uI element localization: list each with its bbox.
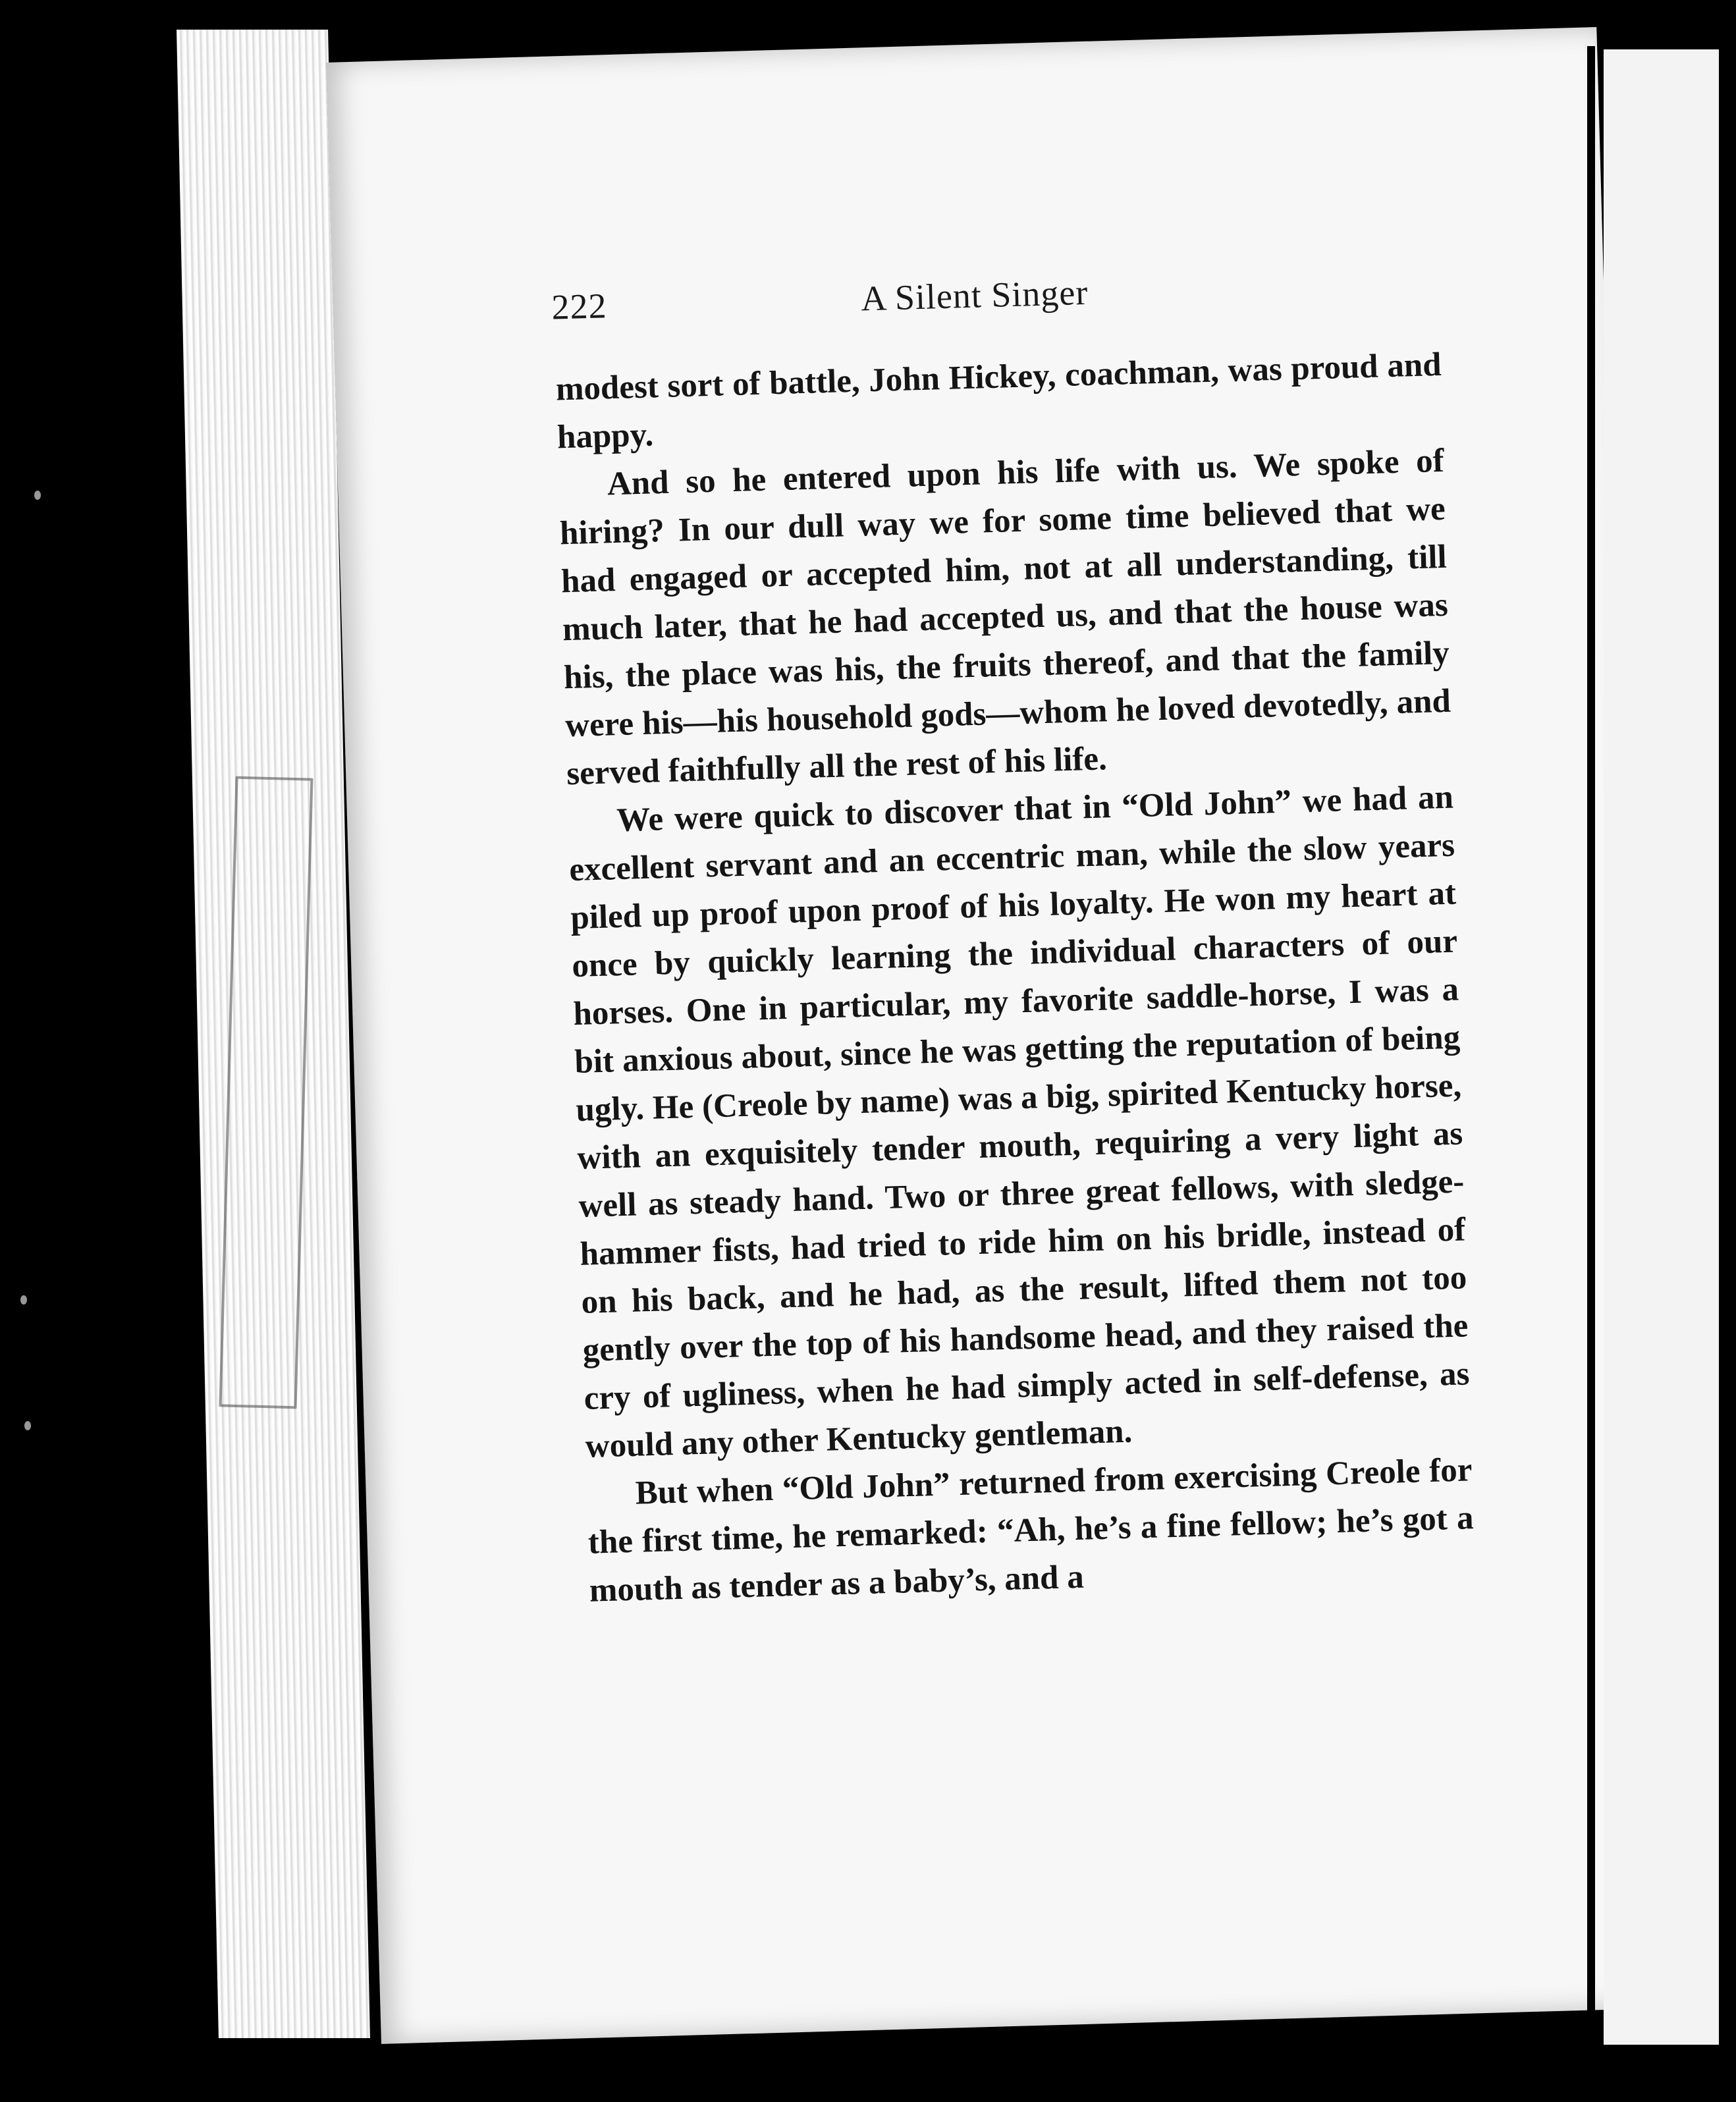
page-gutter xyxy=(1587,46,1595,2055)
scan-speck xyxy=(24,1421,31,1430)
scan-speck xyxy=(20,1295,27,1305)
scan-speck xyxy=(34,491,41,500)
running-title: A Silent Singer xyxy=(860,272,1089,319)
paragraph: And so he entered upon his life with us. We spoke of hiring? In our dull way we for some time believed that we had engaged or accepted him, not at all understanding, till much later, that he had accepted us, and that the house was his, the place was his, the fruits thereof, and that the family were his—his household gods—whom he loved devotedly, and served faithfully all the rest of his life. xyxy=(559,442,1451,793)
paragraph: But when “Old John” returned from exercising Creole for the first time, he remarked: “Ah, he’s a fine fellow; he’s got a mouth as tender as a baby’s, and a xyxy=(587,1451,1475,1609)
page-number: 222 xyxy=(551,286,608,327)
adjacent-page xyxy=(1604,49,1719,2045)
book-page xyxy=(326,27,1652,2044)
paragraph: modest sort of battle, John Hickey, coachman, was proud and happy. xyxy=(555,346,1442,456)
library-stamp xyxy=(219,776,313,1409)
page-header xyxy=(551,262,1442,340)
paragraph: We were quick to discover that in “Old John” we had an excellent servant and an eccentric man, while the slow years piled up proof upon proof of his loyalty. He won my heart at once by quickly learning the individual characters of our horses. One in particular, my favorite saddle-horse, I was a bit anxious about, since he was getting the reputation of being ugly. He (Creole by name) was a big, spirited Kentucky horse, with an exquisitely tender mouth, requiring a very light as well as steady hand. Two or three great fellows, with sledge-hammer fists, had tried to ride him on his bridle, instead of on his back, and he had, as the result, lifted them not too gently over the top of his handsome head, and they raised the cry of ugliness, when he had simply acted in self-defense, as would any other Kentucky gentleman. xyxy=(568,778,1471,1465)
page-text xyxy=(555,341,1475,1615)
